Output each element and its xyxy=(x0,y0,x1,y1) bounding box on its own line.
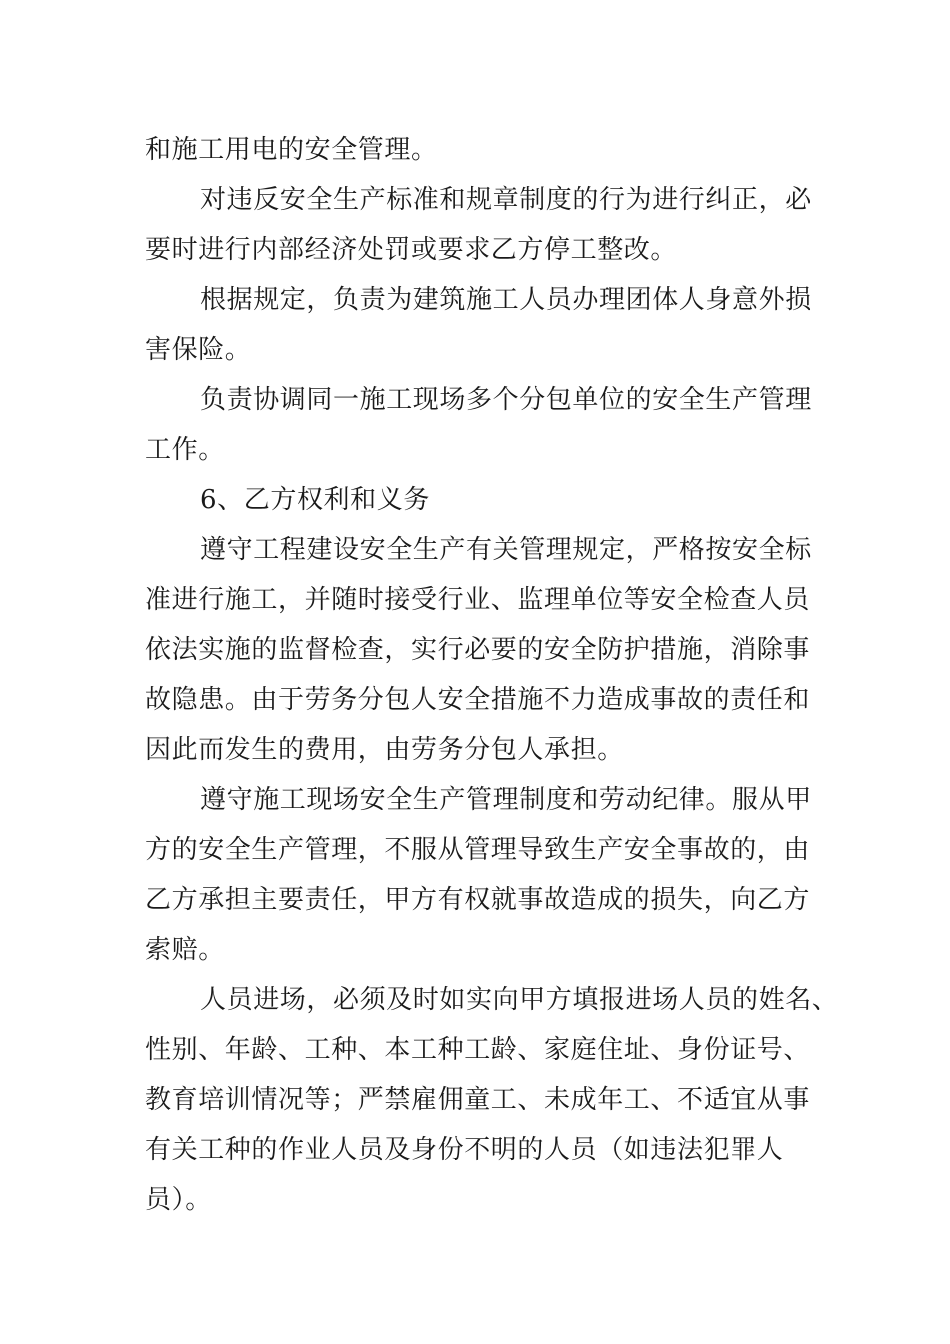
section-heading: 6、乙方权利和义务 xyxy=(200,485,430,515)
text-line: 依法实施的监督检查，实行必要的安全防护措施，消除事 xyxy=(145,635,811,665)
text-line: 性别、年龄、工种、本工种工龄、家庭住址、身份证号、 xyxy=(145,1035,811,1065)
text-line: 索赔。 xyxy=(145,935,225,965)
text-line: 准进行施工，并随时接受行业、监理单位等安全检查人员 xyxy=(145,585,811,615)
text-line: 方的安全生产管理，不服从管理导致生产安全事故的，由 xyxy=(145,835,811,865)
text-line: 故隐患。由于劳务分包人安全措施不力造成事故的责任和 xyxy=(145,685,811,715)
paragraph-start: 人员进场，必须及时如实向甲方填报进场人员的姓名、 xyxy=(200,985,839,1015)
paragraph-start: 遵守工程建设安全生产有关管理规定，严格按安全标 xyxy=(200,535,812,565)
text-line: 因此而发生的费用，由劳务分包人承担。 xyxy=(145,735,624,765)
text-line: 要时进行内部经济处罚或要求乙方停工整改。 xyxy=(145,235,678,265)
paragraph-start: 负责协调同一施工现场多个分包单位的安全生产管理 xyxy=(200,385,812,415)
text-line: 教育培训情况等；严禁雇佣童工、未成年工、不适宜从事 xyxy=(145,1085,811,1115)
text-line: 乙方承担主要责任，甲方有权就事故造成的损失，向乙方 xyxy=(145,885,811,915)
text-line: 有关工种的作业人员及身份不明的人员（如违法犯罪人 xyxy=(145,1135,784,1165)
text-line: 和施工用电的安全管理。 xyxy=(145,135,438,165)
paragraph-start: 对违反安全生产标准和规章制度的行为进行纠正，必 xyxy=(200,185,812,215)
paragraph-start: 根据规定，负责为建筑施工人员办理团体人身意外损 xyxy=(200,285,812,315)
text-line: 害保险。 xyxy=(145,335,252,365)
text-line: 工作。 xyxy=(145,435,225,465)
paragraph-start: 遵守施工现场安全生产管理制度和劳动纪律。服从甲 xyxy=(200,785,812,815)
text-line: 员）。 xyxy=(145,1185,212,1215)
